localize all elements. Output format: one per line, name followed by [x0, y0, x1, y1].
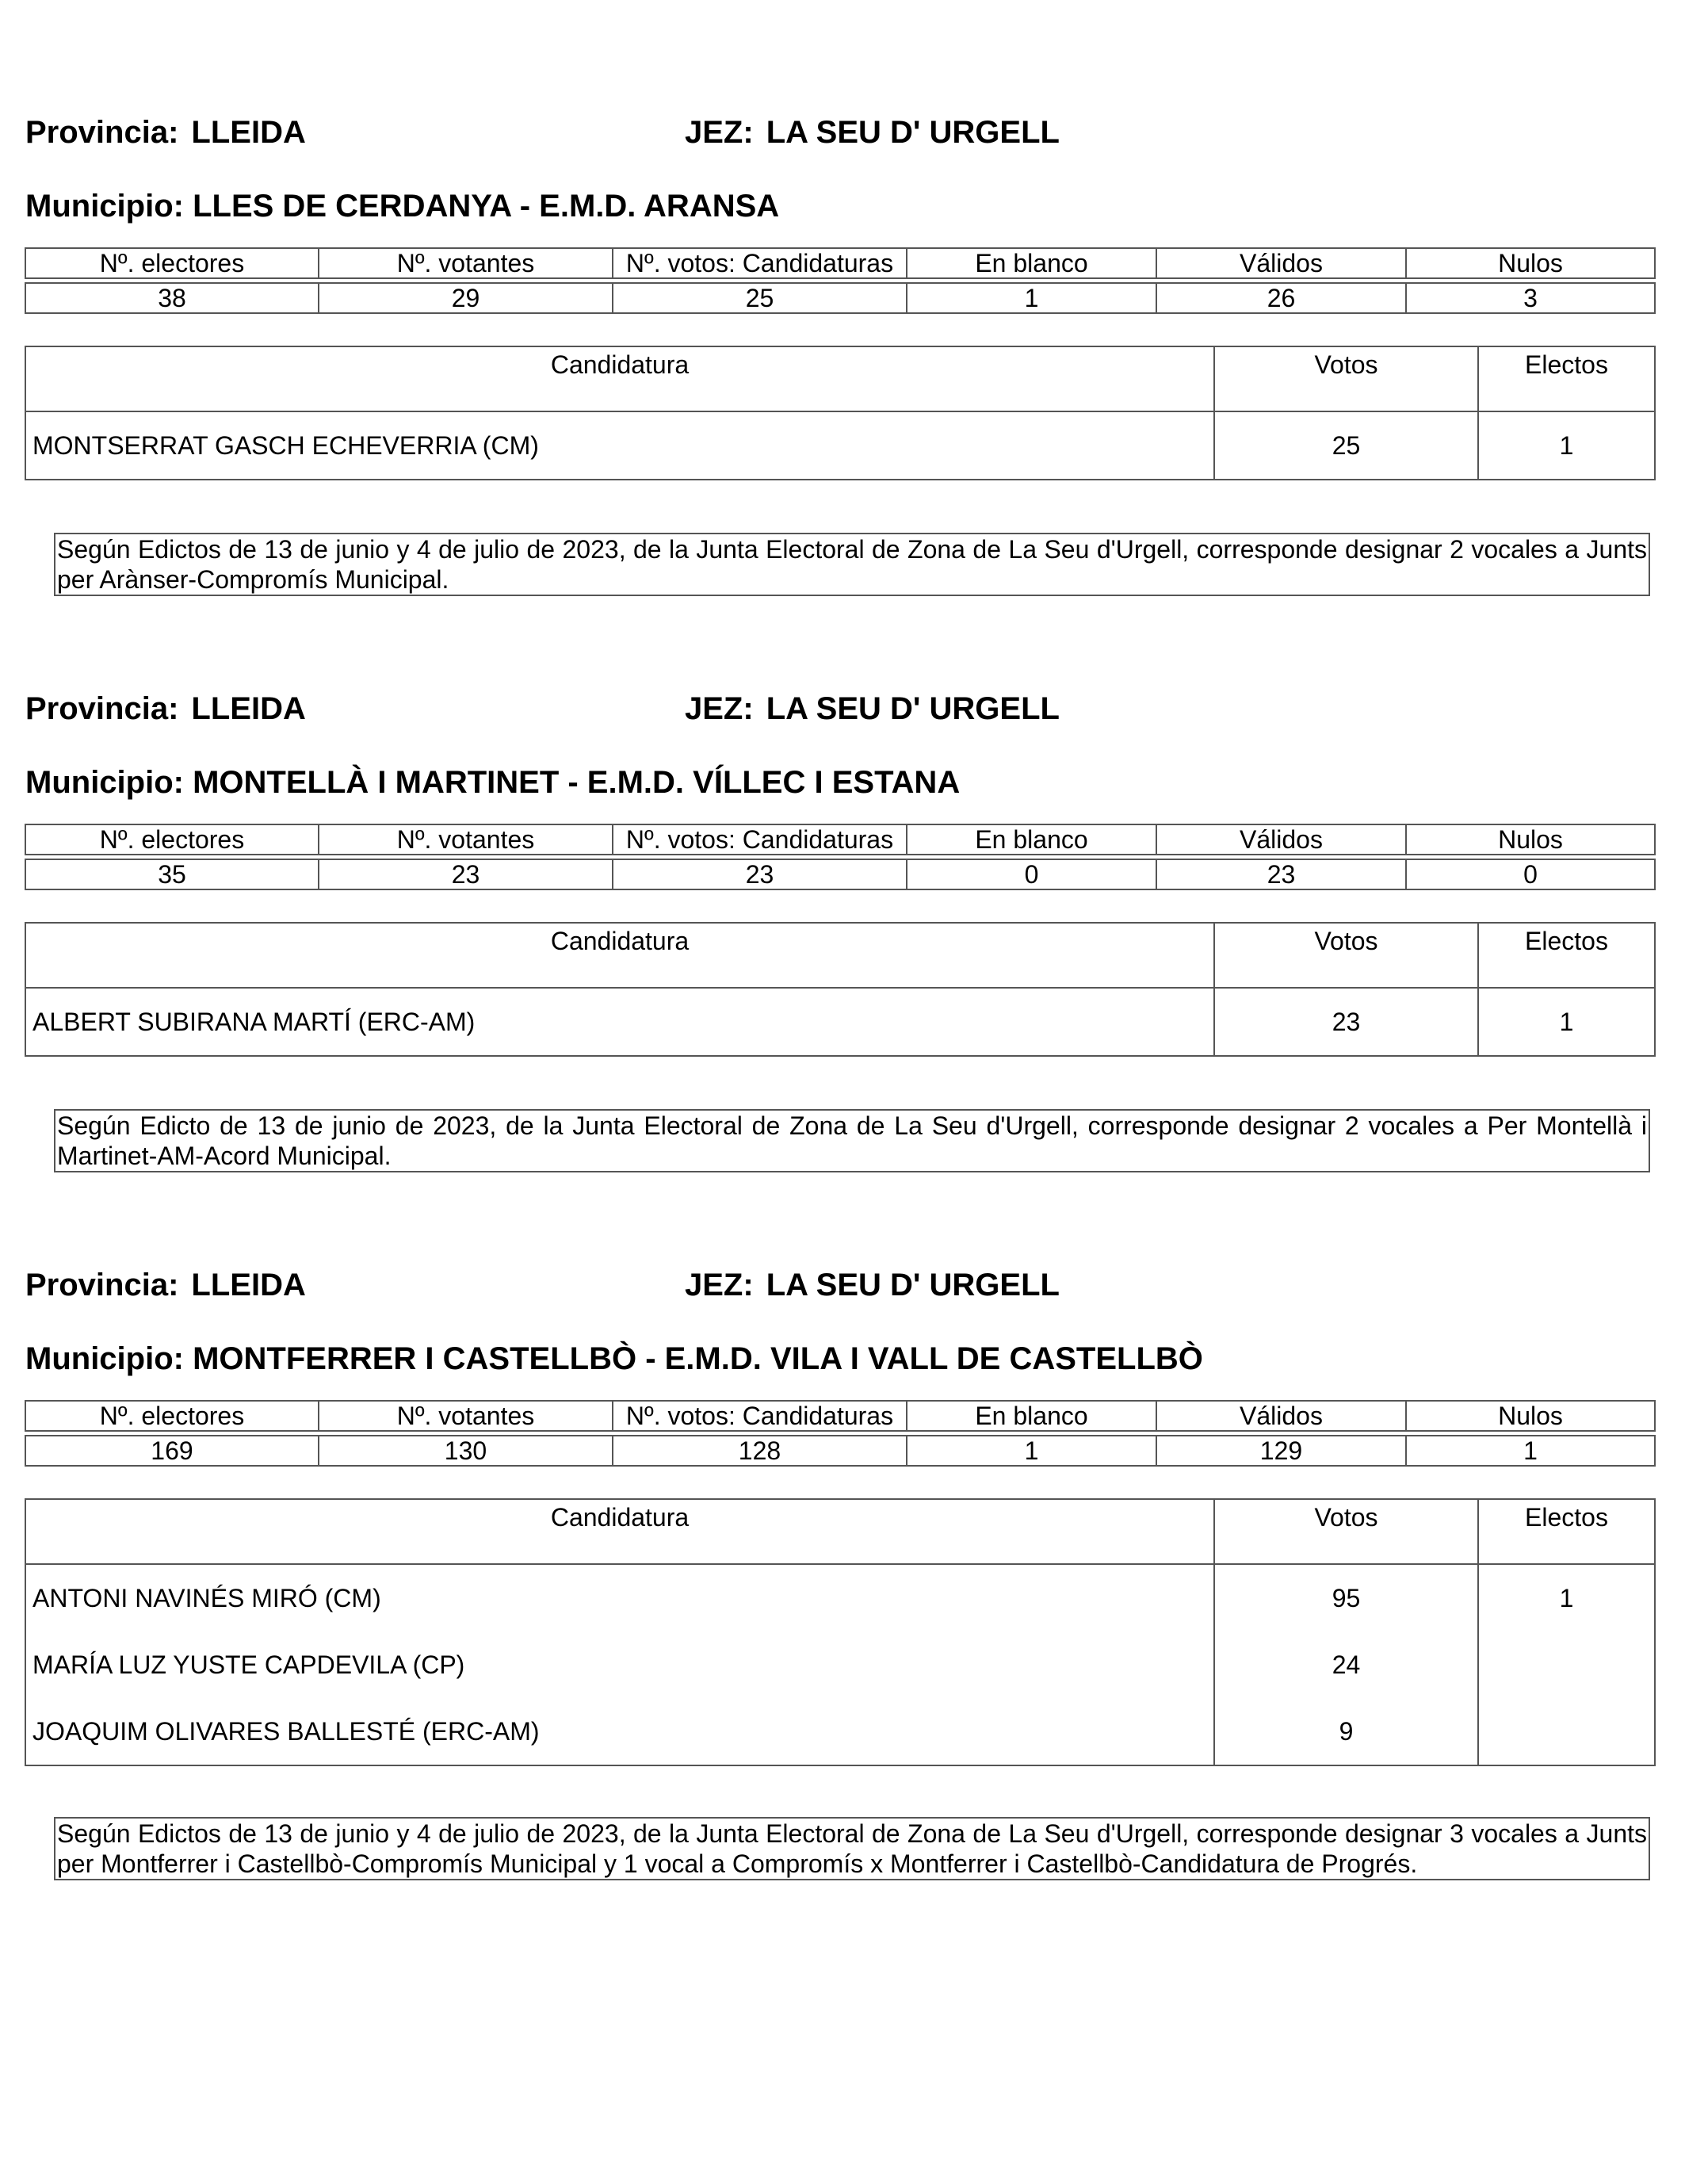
header-row [25, 1265, 1610, 1305]
stats-value: 26 [1156, 283, 1406, 313]
candidate-row [25, 1564, 1655, 1631]
municipio-label: Municipio: [25, 1341, 184, 1376]
candidate-row [25, 1698, 1655, 1765]
municipio-value: MONTELLÀ I MARTINET - E.M.D. VÍLLEC I ESTANA [193, 765, 961, 800]
municipio [25, 760, 1650, 805]
votos-header: Votos [1214, 923, 1478, 988]
stats-value: 0 [1406, 859, 1655, 889]
stats-header: En blanco [907, 824, 1156, 855]
stats-value: 1 [907, 1436, 1156, 1466]
candidate-name: MONTSERRAT GASCH ECHEVERRIA (CM) [25, 411, 1214, 480]
provincia-label: Provincia: [25, 1268, 179, 1302]
stats-header: Nº. votos: Candidaturas [613, 248, 907, 278]
candidate-row [25, 411, 1655, 480]
candidate-row [25, 1631, 1655, 1698]
electos-header: Electos [1478, 1499, 1655, 1564]
candidates-table [25, 1498, 1656, 1766]
stats-header: Nº. votos: Candidaturas [613, 824, 907, 855]
stats-value: 129 [1156, 1436, 1406, 1466]
provincia-label: Provincia: [25, 115, 179, 150]
municipio [25, 1337, 1650, 1381]
votos-header: Votos [1214, 346, 1478, 411]
stats-value: 23 [319, 859, 613, 889]
stats-value-row [25, 283, 1655, 313]
stats-header: Válidos [1156, 1401, 1406, 1431]
jez-value: LA SEU D' URGELL [766, 115, 1060, 150]
section-3 [0, 1265, 1685, 1899]
candidate-votos: 25 [1214, 411, 1478, 480]
candidate-name: JOAQUIM OLIVARES BALLESTÉ (ERC-AM) [25, 1698, 1214, 1765]
stats-value: 38 [25, 283, 319, 313]
edicto-note: Según Edictos de 13 de junio y 4 de julio de 2023, de la Junta Electoral de Zona de La Seu d'Urgell, corresponde designar 2 vocales a Junts per Arànser-Compromís Municipal. [54, 533, 1650, 596]
stats-value: 128 [613, 1436, 907, 1466]
stats-header: Nº. votantes [319, 248, 613, 278]
stats-value: 1 [907, 283, 1156, 313]
stats-value: 35 [25, 859, 319, 889]
stats-table [25, 247, 1656, 314]
candidatura-header: Candidatura [25, 923, 1214, 988]
stats-value-row [25, 1436, 1655, 1466]
candidate-name: ALBERT SUBIRANA MARTÍ (ERC-AM) [25, 988, 1214, 1056]
edicto-note: Según Edictos de 13 de junio y 4 de julio de 2023, de la Junta Electoral de Zona de La Seu d'Urgell, corresponde designar 3 vocales a Junts per Montferrer i Castellbò-Compromís Municipal y 1 vocal a Compromís x Montferrer i Castellbò-Candidatura de Progrés. [54, 1817, 1650, 1880]
candidate-electos [1478, 1698, 1655, 1765]
municipio-label: Municipio: [25, 189, 184, 224]
municipio-value: MONTFERRER I CASTELLBÒ - E.M.D. VILA I VALL DE CASTELLBÒ [193, 1341, 1203, 1376]
stats-header: Válidos [1156, 248, 1406, 278]
provincia-value: LLEIDA [191, 115, 306, 150]
candidate-votos: 24 [1214, 1631, 1478, 1698]
votos-header: Votos [1214, 1499, 1478, 1564]
candidates-header-row [25, 346, 1655, 411]
stats-header: Nº. electores [25, 824, 319, 855]
stats-header: Nulos [1406, 824, 1655, 855]
candidates-table [25, 346, 1656, 480]
stats-value: 3 [1406, 283, 1655, 313]
stats-value: 25 [613, 283, 907, 313]
stats-header-row [25, 1401, 1655, 1431]
candidate-electos: 1 [1478, 1564, 1655, 1631]
provincia [25, 1265, 306, 1305]
candidate-row [25, 988, 1655, 1056]
stats-header: Nº. votos: Candidaturas [613, 1401, 907, 1431]
jez-label: JEZ: [685, 115, 754, 150]
stats-header-row [25, 248, 1655, 278]
candidates-header-row [25, 923, 1655, 988]
stats-value: 169 [25, 1436, 319, 1466]
stats-header: Nº. votantes [319, 824, 613, 855]
provincia-value: LLEIDA [191, 691, 306, 726]
provincia-value: LLEIDA [191, 1268, 306, 1302]
stats-value-row [25, 859, 1655, 889]
stats-header: Nulos [1406, 248, 1655, 278]
provincia [25, 689, 306, 729]
candidate-electos [1478, 1631, 1655, 1698]
municipio [25, 184, 1650, 228]
candidate-votos: 95 [1214, 1564, 1478, 1631]
provincia [25, 113, 306, 152]
candidates-header-row [25, 1499, 1655, 1564]
stats-header: Nulos [1406, 1401, 1655, 1431]
stats-header-row [25, 824, 1655, 855]
candidate-votos: 23 [1214, 988, 1478, 1056]
municipio-label: Municipio: [25, 765, 184, 800]
jez-label: JEZ: [685, 1268, 754, 1302]
stats-value: 23 [613, 859, 907, 889]
candidatura-header: Candidatura [25, 1499, 1214, 1564]
stats-value: 130 [319, 1436, 613, 1466]
electos-header: Electos [1478, 346, 1655, 411]
jez [685, 689, 1060, 729]
jez-label: JEZ: [685, 691, 754, 726]
stats-value: 23 [1156, 859, 1406, 889]
stats-value: 29 [319, 283, 613, 313]
header-row [25, 113, 1610, 152]
stats-header: Nº. electores [25, 248, 319, 278]
jez-value: LA SEU D' URGELL [766, 691, 1060, 726]
stats-table [25, 1400, 1656, 1467]
stats-header: En blanco [907, 248, 1156, 278]
edicto-note: Según Edicto de 13 de junio de 2023, de la Junta Electoral de Zona de La Seu d'Urgell, corresponde designar 2 vocales a Per Montellà i Martinet-AM-Acord Municipal. [54, 1109, 1650, 1172]
jez [685, 113, 1060, 152]
stats-value: 0 [907, 859, 1156, 889]
stats-header: Nº. electores [25, 1401, 319, 1431]
jez-value: LA SEU D' URGELL [766, 1268, 1060, 1302]
electos-header: Electos [1478, 923, 1655, 988]
candidates-table [25, 922, 1656, 1057]
candidate-name: MARÍA LUZ YUSTE CAPDEVILA (CP) [25, 1631, 1214, 1698]
section-1 [0, 113, 1685, 691]
stats-table [25, 824, 1656, 890]
candidate-name: ANTONI NAVINÉS MIRÓ (CM) [25, 1564, 1214, 1631]
stats-header: En blanco [907, 1401, 1156, 1431]
section-2 [0, 689, 1685, 1268]
candidatura-header: Candidatura [25, 346, 1214, 411]
stats-value: 1 [1406, 1436, 1655, 1466]
stats-header: Nº. votantes [319, 1401, 613, 1431]
candidate-votos: 9 [1214, 1698, 1478, 1765]
header-row [25, 689, 1610, 729]
municipio-value: LLES DE CERDANYA - E.M.D. ARANSA [193, 189, 780, 224]
stats-header: Válidos [1156, 824, 1406, 855]
candidate-electos: 1 [1478, 988, 1655, 1056]
jez [685, 1265, 1060, 1305]
provincia-label: Provincia: [25, 691, 179, 726]
candidate-electos: 1 [1478, 411, 1655, 480]
